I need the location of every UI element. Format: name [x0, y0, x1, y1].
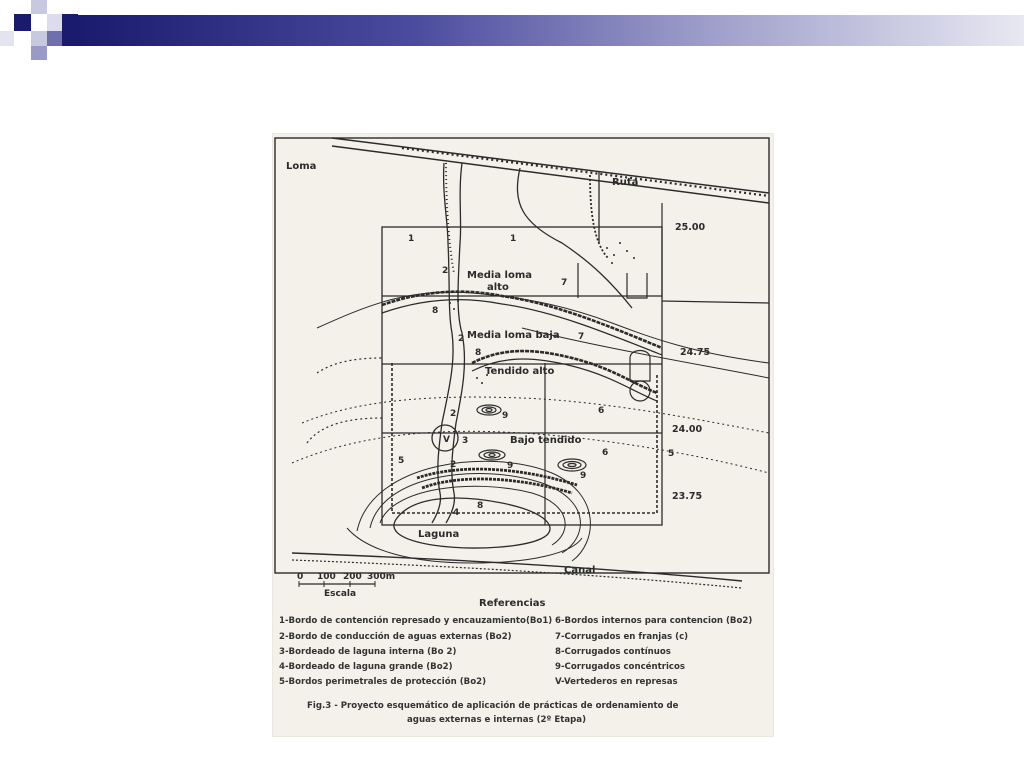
scale-bar — [297, 572, 395, 599]
header-gradient-bar — [78, 15, 1024, 46]
label-laguna: Laguna — [418, 529, 460, 540]
zone-number: 5 — [398, 456, 405, 466]
reference-item: 9-Corrugados concéntricos — [555, 662, 686, 672]
header-square-light — [31, 31, 47, 46]
access-road — [517, 168, 632, 308]
zone-number: 1 — [510, 234, 517, 244]
reference-item: 1-Bordo de contención represado y encauzamiento(Bo1) — [279, 616, 553, 626]
reference-item: 5-Bordos perimetrales de protección (Bo2) — [279, 677, 487, 687]
references-title: Referencias — [479, 598, 546, 609]
zone-number: 4 — [453, 508, 460, 518]
reference-item: 2-Bordo de conducción de aguas externas (Bo2) — [279, 632, 512, 642]
label-media-loma-alta-2: alto — [487, 282, 509, 293]
zone-number: 6 — [598, 406, 605, 416]
reference-item: 8-Corrugados contínuos — [555, 647, 671, 657]
zone-number: 9 — [502, 411, 509, 421]
zone-number: 7 — [578, 332, 585, 342]
zone-number: 9 — [580, 471, 587, 481]
zone-number: 8 — [475, 348, 482, 358]
scale-tick: 300m — [367, 572, 396, 582]
header-square-dark — [62, 14, 78, 46]
zone-number: 8 — [432, 306, 439, 316]
reference-item: 7-Corrugados en franjas (c) — [555, 632, 689, 642]
header-square-light — [0, 31, 14, 46]
contour-label-2500: 25.00 — [675, 222, 706, 233]
zone-number: 2 — [458, 334, 465, 344]
label-canal: Canal — [564, 565, 596, 576]
zone-number: V — [443, 435, 450, 445]
figure-caption-line1: Fig.3 - Proyecto esquemático de aplicación de prácticas de ordenamiento de — [307, 701, 679, 711]
figure-caption-line2: aguas externas e internas (2º Etapa) — [407, 715, 587, 725]
label-tendido-alto: Tendido alto — [485, 366, 555, 377]
zone-number: 3 — [462, 436, 469, 446]
canal — [292, 553, 742, 588]
label-bajo-tendido: Bajo tendido — [510, 435, 582, 446]
header-square-light — [31, 0, 47, 14]
scale-tick: 0 — [297, 572, 304, 582]
field-layout-diagram — [272, 133, 774, 737]
stipple-area — [449, 242, 635, 384]
scale-tick: 200 — [343, 572, 362, 582]
scanned-figure — [272, 133, 774, 737]
header-square-dark — [14, 14, 31, 31]
zone-number: 2 — [442, 266, 449, 276]
label-media-loma-baja: Media loma baja — [467, 330, 560, 341]
label-media-loma-alta-1: Media loma — [467, 270, 533, 281]
label-ruta: Ruta — [612, 177, 639, 188]
reference-item: 6-Bordos internos para contencion (Bo2) — [555, 616, 753, 626]
contour-label-2400: 24.00 — [672, 424, 703, 435]
reference-item: 3-Bordeado de laguna interna (Bo 2) — [279, 647, 457, 657]
label-loma: Loma — [286, 161, 317, 172]
zone-number: 9 — [507, 461, 514, 471]
scale-label: Escala — [324, 589, 357, 599]
scale-tick: 100 — [317, 572, 336, 582]
zone-number: 5 — [668, 449, 675, 459]
contour-label-2375: 23.75 — [672, 491, 703, 502]
reference-item: 4-Bordeado de laguna grande (Bo2) — [279, 662, 453, 672]
laguna — [347, 461, 590, 563]
zone-number: 2 — [450, 460, 457, 470]
header-square-mid — [47, 31, 62, 46]
zone-number: 7 — [561, 278, 568, 288]
contour-label-2475: 24.75 — [680, 347, 711, 358]
zone-number: 1 — [408, 234, 415, 244]
grid-line — [662, 301, 769, 303]
header-square-mid — [31, 46, 47, 60]
header-square-light — [47, 14, 63, 31]
zone-number: 8 — [477, 501, 484, 511]
zone-number: 2 — [450, 409, 457, 419]
reference-item: V-Vertederos en represas — [555, 677, 678, 687]
road-ruta — [332, 138, 769, 203]
zone-number: 6 — [602, 448, 609, 458]
